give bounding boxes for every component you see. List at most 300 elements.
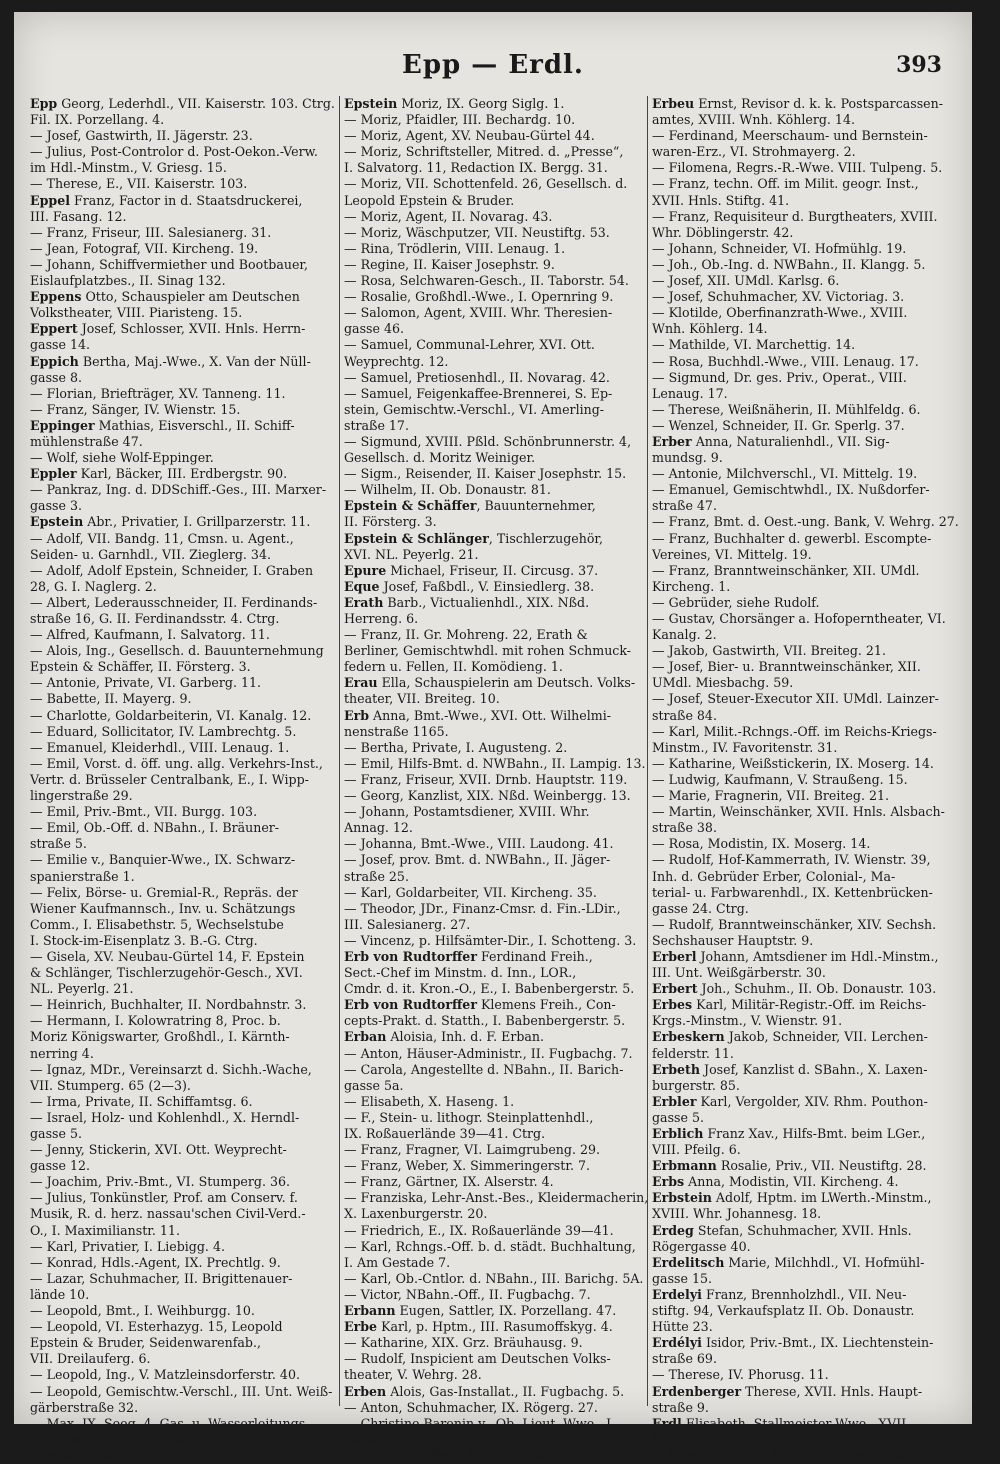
running-title: Epp — Erdl. — [402, 50, 584, 80]
directory-line — [30, 176, 340, 192]
entry-text: , Tischlerzugehör, — [488, 530, 604, 546]
entry-text: Comm., I. Elisabethstr. 5, Wechselstube — [30, 916, 284, 932]
directory-line — [30, 869, 340, 885]
column-left — [30, 96, 340, 1463]
entry-text: III. Salesianerg. 27. — [344, 916, 471, 932]
directory-line — [652, 112, 958, 128]
entry-surname: Erbe — [344, 1319, 378, 1335]
entry-text: — Josef, Steuer-Executor XII. UMdl. Lainzer- — [652, 691, 939, 707]
entry-text: Berliner, Gemischtwhdl. mit rohen Schmuck- — [344, 643, 632, 659]
directory-line — [30, 788, 340, 804]
entry-text: O., I. Maximilianstr. 11. — [30, 1222, 180, 1238]
directory-line — [344, 708, 646, 724]
entry-text: III. Fasang. 12. — [30, 208, 127, 224]
entry-text: Krgs.-Minstm., V. Wienstr. 91. — [652, 1013, 843, 1029]
directory-line — [652, 402, 958, 418]
entry-text: Epstein & Schäffer, II. Försterg. 3. — [30, 659, 251, 675]
entry-text: UMdl. Miesbachg. 59. — [652, 675, 794, 691]
directory-line — [30, 498, 340, 514]
entry-text: — Josef, XII. UMdl. Karlsg. 6. — [652, 273, 840, 289]
directory-line — [652, 1029, 958, 1045]
entry-text: — Rudolf, Hof-Kammerrath, IV. Wienstr. 39, — [652, 852, 931, 868]
directory-line — [344, 1190, 649, 1206]
entry-text: Hütte 23. — [652, 1319, 713, 1335]
directory-line — [30, 1303, 340, 1319]
directory-line — [30, 1367, 340, 1383]
directory-line — [652, 1013, 958, 1029]
directory-line — [652, 820, 958, 836]
directory-line — [344, 852, 646, 868]
directory-line — [30, 563, 340, 579]
directory-line — [652, 788, 958, 804]
entry-text: Vertr. d. Brüsseler Centralbank, E., I. Wipp- — [30, 771, 309, 787]
directory-line — [344, 466, 646, 482]
directory-line — [344, 209, 646, 225]
entry-text: — Elisabeth, X. Haseng. 1. — [344, 1093, 515, 1109]
entry-text: Jakob, Schneider, VII. Lerchen- — [724, 1029, 928, 1045]
directory-line — [344, 1303, 646, 1319]
entry-text: Moriz Königswarter, Großhdl., I. Kärnth- — [30, 1029, 290, 1045]
directory-line — [652, 659, 958, 675]
entry-text: Barb., Victualienhdl., XIX. Nßd. — [383, 594, 590, 610]
directory-line — [344, 305, 646, 321]
entry-surname: Epp — [30, 96, 58, 111]
directory-line — [344, 869, 646, 885]
directory-line — [30, 917, 340, 933]
entry-text: Franz Xav., Hilfs-Bmt. beim LGer., — [703, 1126, 926, 1141]
entry-text: — Therese, E., VII. Kaiserstr. 103. — [30, 176, 248, 192]
directory-line — [344, 531, 646, 547]
directory-line — [344, 225, 646, 241]
entry-surname: Erb — [344, 707, 370, 723]
directory-line — [652, 225, 958, 241]
directory-line — [652, 1062, 958, 1078]
entry-text: — Franz, Buchhalter d. gewerbl. Escompte- — [652, 530, 932, 546]
entry-text: gasse 46. — [344, 321, 404, 337]
entry-surname: Eppert — [30, 321, 78, 337]
directory-line — [652, 627, 958, 643]
entry-text: Anna, Bmt.-Wwe., XVI. Ott. Wilhelmi- — [369, 707, 611, 723]
directory-line — [344, 643, 646, 659]
directory-line — [344, 1287, 646, 1303]
entry-text: — Josef, Gastwirth, II. Jägerstr. 23. — [30, 128, 253, 144]
entry-text: Kanalg. 2. — [652, 627, 717, 643]
directory-line — [30, 740, 340, 756]
entry-text: II. Försterg. 3. — [344, 514, 437, 530]
entry-text: — Emanuel, Kleiderhdl., VIII. Lenaug. 1. — [30, 739, 290, 755]
directory-line — [652, 1206, 958, 1222]
entry-text: stein, Gemischtw.-Verschl., VI. Amerling- — [344, 401, 605, 417]
directory-line — [30, 209, 340, 225]
entry-surname: Erblich — [652, 1126, 704, 1141]
entry-text: — Eduard, Sollicitator, IV. Lambrechtg. 5. — [30, 723, 297, 739]
directory-line — [30, 627, 340, 643]
entry-text: Karl, p. Hptm., III. Rasumoffskyg. 4. — [377, 1319, 613, 1335]
entry-text: Musik, R. d. herz. nassau'schen Civil-Verd.- — [30, 1206, 306, 1222]
directory-line — [344, 965, 646, 981]
directory-line — [652, 1255, 958, 1271]
entry-text: I. Stock-im-Eisenplatz 3. B.-G. Ctrg. — [30, 932, 258, 948]
entry-surname: Erbeskern — [652, 1029, 725, 1045]
directory-line — [652, 1094, 958, 1110]
entry-text: — Adolf, VII. Bandg. 11, Cmsn. u. Agent., — [30, 530, 294, 546]
directory-line — [344, 144, 646, 160]
entry-text: gasse 8. — [30, 369, 82, 385]
directory-line — [652, 933, 958, 949]
entry-text: straße 47. — [652, 498, 717, 514]
directory-line — [30, 193, 340, 209]
entry-text: & Schlänger, Tischlerzugehör-Gesch., XVI. — [30, 965, 303, 981]
entry-text: spanierstraße 1. — [30, 868, 135, 884]
directory-line — [344, 128, 646, 144]
entry-text: — Katharine, XIX. Grz. Bräuhausg. 9. — [344, 1335, 583, 1351]
directory-line — [344, 386, 646, 402]
entry-text: Rosalie, Priv., VII. Neustiftg. 28. — [716, 1158, 927, 1174]
entry-text: Anna, Naturalienhdl., VII. Sig- — [691, 433, 890, 449]
entry-text: Weihburgg. 5. — [344, 1431, 434, 1447]
directory-line — [344, 370, 646, 386]
entry-text: — Josef, Bier- u. Branntweinschänker, XII. — [652, 659, 921, 675]
entry-text: — Regine, II. Kaiser Josephstr. 9. — [344, 256, 555, 272]
directory-line — [652, 1110, 958, 1126]
directory-line — [652, 160, 958, 176]
directory-line — [652, 241, 958, 257]
entry-text: straße 69. — [652, 1351, 717, 1367]
directory-line — [344, 1078, 646, 1094]
directory-line — [652, 466, 958, 482]
entry-text: — Karl, Privatier, I. Liebigg. 4. — [30, 1238, 225, 1254]
directory-line — [652, 482, 958, 498]
entry-text: — Johann, Schneider, VI. Hofmühlg. 19. — [652, 240, 907, 256]
entry-text: — Florian, Briefträger, XV. Tanneng. 11. — [30, 385, 286, 401]
column-right — [652, 96, 959, 1463]
directory-line — [30, 997, 340, 1013]
entry-text: — Moriz, Agent, II. Novarag. 43. — [344, 208, 553, 224]
directory-line — [652, 756, 958, 772]
directory-line — [652, 1271, 958, 1287]
directory-line — [30, 1013, 340, 1029]
directory-line — [344, 241, 646, 257]
entry-text: Kircheng. 1. — [652, 578, 731, 594]
entry-text: — Emil, Vorst. d. öff. ung. allg. Verkehrs-Inst., — [30, 755, 323, 771]
entry-text: — Charlotte, Goldarbeiterin, VI. Kanalg. 12. — [30, 707, 312, 723]
entry-text: — Gustav, Chorsänger a. Hofoperntheater, VI. — [652, 611, 946, 626]
directory-line — [344, 804, 646, 820]
entry-text: — Konrad, Hdls.-Agent, IX. Prechtlg. 9. — [30, 1254, 281, 1270]
directory-line — [652, 804, 958, 820]
directory-line — [30, 675, 340, 691]
directory-line — [344, 691, 646, 707]
directory-line — [30, 643, 340, 659]
directory-line — [344, 627, 646, 643]
entry-text: waren-Erz., VI. Strohmayerg. 2. — [652, 144, 856, 160]
entry-text: Josef, Faßbdl., V. Einsiedlerg. 38. — [379, 578, 595, 594]
entry-text: — Emil, Priv.-Bmt., VII. Burgg. 103. — [30, 804, 258, 820]
directory-line — [652, 1335, 958, 1351]
directory-line — [30, 1351, 340, 1367]
entry-surname: Erdl — [652, 1415, 682, 1431]
directory-line — [30, 1046, 340, 1062]
entry-text: — Josef, prov. Bmt. d. NWBahn., II. Jäger- — [344, 852, 611, 868]
entry-text: Karl, Vergolder, XIV. Rhm. Pouthon- — [696, 1093, 928, 1109]
directory-line — [30, 756, 340, 772]
entry-text: stiftg. 94, Verkaufsplatz II. Ob. Donaustr. — [652, 1303, 915, 1319]
directory-line — [652, 1078, 958, 1094]
directory-line — [344, 1110, 646, 1126]
entry-text: — Emilie v., Banquier-Wwe., IX. Schwarz- — [30, 852, 296, 868]
directory-line — [344, 724, 646, 740]
entry-text: Bertha, Maj.-Wwe., X. Van der Nüll- — [78, 353, 311, 369]
entry-text: theater, V. Wehrg. 28. — [344, 1367, 482, 1383]
entry-text: Epstein & Bruder, Seidenwarenfab., — [30, 1335, 261, 1351]
directory-line — [652, 193, 958, 209]
directory-line — [30, 273, 340, 289]
entry-text: lände 10. — [30, 1286, 90, 1302]
directory-line — [30, 402, 340, 418]
entry-text: — Johanna, Bmt.-Wwe., VIII. Laudong. 41. — [344, 836, 614, 852]
directory-line — [652, 981, 958, 997]
entry-text: III. Unt. Weißgärberstr. 30. — [652, 965, 826, 981]
directory-line — [652, 901, 958, 917]
entry-text: gärberstraße 32. — [30, 1399, 139, 1415]
directory-line — [652, 1400, 958, 1416]
directory-line — [344, 659, 646, 675]
directory-line — [344, 1400, 646, 1416]
directory-line — [652, 772, 958, 788]
entry-text: Installateur, IX. Türkenstr. 4. — [30, 1431, 215, 1447]
entry-surname: Eque — [344, 578, 380, 594]
entry-text: Franz, Brennholzhdl., VII. Neu- — [701, 1286, 907, 1302]
directory-line — [652, 885, 958, 901]
entry-text: — Gisela, XV. Neubau-Gürtel 14, F. Epstein — [30, 948, 305, 964]
directory-line — [652, 1319, 958, 1335]
directory-line — [344, 434, 646, 450]
entry-text: — Franz, II. Gr. Mohreng. 22, Erath & — [344, 627, 588, 643]
directory-line — [30, 965, 340, 981]
directory-line — [652, 852, 958, 868]
directory-line — [30, 611, 340, 627]
entry-text: — Julius, Tonkünstler, Prof. am Conserv. f. — [30, 1190, 298, 1206]
entry-text: — Max, IX. Seeg. 4, Gas- u. Wasserleitungs- — [30, 1415, 310, 1431]
entry-text: Stefan, Schuhmacher, XVII. Hnls. — [693, 1222, 912, 1238]
entry-text: gasse 5. — [30, 1126, 82, 1141]
entry-text: gasse 5. — [652, 1109, 704, 1125]
entry-text: cepts-Prakt. d. Statth., I. Babenbergerstr. 5. — [344, 1013, 626, 1029]
directory-line — [652, 337, 958, 353]
entry-text: — Josef, Schuhmacher, XV. Victoriag. 3. — [652, 289, 905, 305]
entry-surname: Eppler — [30, 466, 77, 482]
directory-line — [344, 772, 646, 788]
directory-line — [652, 1046, 958, 1062]
entry-text: Karl, Militär-Registr.-Off. im Reichs- — [692, 997, 927, 1013]
directory-line — [652, 869, 958, 885]
directory-line — [652, 949, 958, 965]
entry-text: — Moriz, Agent, XV. Neubau-Gürtel 44. — [344, 128, 595, 144]
entry-text: — Joh., Ob.-Ing. d. NWBahn., II. Klangg. 5. — [652, 256, 926, 272]
entry-text: — Gebrüder, siehe Rudolf. — [652, 594, 820, 610]
directory-line — [652, 1223, 958, 1239]
directory-line — [652, 209, 958, 225]
entry-text: Fil. IX. Porzellang. 4. — [30, 112, 165, 128]
entry-surname: Epstein & Schlänger — [344, 530, 489, 546]
directory-line — [344, 949, 646, 965]
entry-text: NL. Peyerlg. 21. — [30, 981, 134, 997]
directory-line — [30, 1287, 340, 1303]
entry-text: — Leopold, Gemischtw.-Verschl., III. Unt. Weiß- — [30, 1383, 333, 1399]
entry-text: Whr. Döblingerstr. 42. — [652, 224, 794, 240]
directory-line — [30, 321, 340, 337]
directory-line — [30, 659, 340, 675]
entry-surname: Erben — [344, 1383, 387, 1399]
entry-text: — Martin, Weinschänker, XVII. Hnls. Alsbach- — [652, 804, 945, 820]
entry-text: Michael, Friseur, II. Circusg. 37. — [386, 562, 599, 578]
directory-line — [30, 1319, 340, 1335]
entry-text: — Samuel, Communal-Lehrer, XVI. Ott. — [344, 337, 595, 353]
directory-line — [344, 514, 646, 530]
directory-line — [652, 1303, 958, 1319]
directory-line — [30, 1384, 340, 1400]
entry-text: Eugen, Sattler, IX. Porzellang. 47. — [395, 1303, 617, 1319]
directory-line — [652, 965, 958, 981]
directory-line — [652, 370, 958, 386]
entry-surname: Erbmann — [652, 1158, 717, 1174]
entry-text: — Hermann, I. Kolowratring 8, Proc. b. — [30, 1013, 281, 1029]
entry-text: gasse 14. — [30, 337, 90, 353]
entry-text: — Emanuel, Gemischtwhdl., IX. Nußdorfer- — [652, 482, 930, 498]
directory-line — [344, 1046, 646, 1062]
directory-page — [14, 12, 972, 1463]
directory-line — [344, 901, 646, 917]
entry-text: Karl, Bäcker, III. Erdbergstr. 90. — [76, 466, 288, 482]
entry-text: — Sigmund, XVIII. Pßld. Schönbrunnerstr. 4, — [344, 433, 632, 449]
directory-line — [652, 386, 958, 402]
directory-line — [30, 160, 340, 176]
directory-line — [30, 1416, 340, 1432]
directory-line — [30, 144, 340, 160]
entry-text: — Klotilde, Oberfinanzrath-Wwe., XVIII. — [652, 305, 908, 321]
entry-text: — Alfred, Kaufmann, I. Salvatorg. 11. — [30, 627, 270, 643]
directory-line — [30, 547, 340, 563]
entry-text: — Leopold, Bmt., I. Weihburgg. 10. — [30, 1303, 255, 1319]
entry-text: — Franz, Requisiteur d. Burgtheaters, XVIII. — [652, 208, 938, 224]
entry-text: Joh., Schuhm., II. Ob. Donaustr. 103. — [697, 981, 937, 997]
entry-text: Abr., Privatier, I. Grillparzerstr. 11. — [83, 514, 311, 530]
entry-text: Adolf, Hptm. im LWerth.-Minstm., — [711, 1190, 932, 1206]
entry-text: — Franz, Fragner, VI. Laimgrubeng. 29. — [344, 1142, 600, 1158]
entry-text: gasse 5a. — [344, 1077, 404, 1093]
entry-surname: Eppens — [30, 289, 82, 305]
directory-line — [30, 112, 340, 128]
entry-text: Leopold Epstein & Bruder. — [344, 192, 515, 208]
directory-line — [344, 176, 646, 192]
entry-surname: Erbes — [652, 997, 693, 1013]
entry-text: — Therese, Weißnäherin, II. Mühlfeldg. 6. — [652, 401, 921, 417]
entry-text: — Karl, Goldarbeiter, VII. Kircheng. 35. — [344, 884, 597, 900]
entry-text: — Antonie, Milchverschl., VI. Mittelg. 19. — [652, 466, 918, 482]
entry-text: — F., Stein- u. lithogr. Steinplattenhdl., — [344, 1109, 594, 1125]
entry-text: — Filipp, Gärtner, E., XI. Sim. Am Kanal 118. — [652, 1447, 940, 1463]
directory-line — [652, 917, 958, 933]
directory-line — [344, 418, 646, 434]
directory-line — [30, 1094, 340, 1110]
directory-line — [652, 547, 958, 563]
entry-text: VII. Stumperg. 65 (2—3). — [30, 1077, 191, 1093]
entry-text: — Theodor, JDr., Finanz-Cmsr. d. Fin.-LDir., — [344, 900, 621, 916]
entry-text: nerring 4. — [30, 1045, 94, 1061]
entry-text: — Franz, Friseur, III. Salesianerg. 31. — [30, 224, 272, 240]
entry-text: — Salomon, Agent, XVIII. Whr. Theresien- — [344, 305, 613, 321]
entry-text: — Rosa, Selchwaren-Gesch., II. Taborstr. 54. — [344, 273, 629, 289]
entry-text: — Johann, Schiffvermiether und Bootbauer, — [30, 256, 309, 272]
directory-line — [30, 772, 340, 788]
directory-line — [30, 531, 340, 547]
directory-line — [30, 1271, 340, 1287]
entry-text: — Israel, Holz- und Kohlenhdl., X. Herndl- — [30, 1109, 300, 1125]
directory-line — [344, 1367, 646, 1383]
directory-line — [30, 450, 340, 466]
directory-line — [652, 1190, 958, 1206]
directory-line — [652, 514, 958, 530]
entry-text: mühlenstraße 47. — [30, 433, 143, 449]
directory-line — [344, 1158, 646, 1174]
entry-text: Mathias, Eisverschl., II. Schiff- — [94, 417, 295, 433]
entry-text: Johann, Amtsdiener im Hdl.-Minstm., — [696, 948, 939, 964]
entry-text: — Franz, techn. Off. im Milit. geogr. Inst., — [652, 176, 919, 192]
entry-text: felderstr. 11. — [652, 1045, 734, 1061]
directory-line — [652, 1351, 958, 1367]
entry-text: — Irma, Private, II. Schiffamtsg. 6. — [30, 1093, 253, 1109]
entry-text: — Ignaz, MDr., Vereinsarzt d. Sichh.-Wache, — [30, 1061, 312, 1077]
entry-text: Inh. d. Gebrüder Erber, Colonial-, Ma- — [652, 868, 896, 884]
entry-text: — Johann, Postamtsdiener, XVIII. Whr. — [344, 804, 590, 820]
entry-text: — Karl, Rchngs.-Off. b. d. städt. Buchhaltung, — [344, 1238, 636, 1254]
entry-surname: Erdeg — [652, 1222, 694, 1238]
entry-text: — Rina, Trödlerin, VIII. Lenaug. 1. — [344, 240, 566, 256]
directory-line — [30, 1142, 340, 1158]
directory-line — [344, 1126, 646, 1142]
entry-text: — Leopold, VI. Esterhazyg. 15, Leopold — [30, 1319, 283, 1335]
entry-text: gasse 24. Ctrg. — [652, 900, 749, 916]
directory-line — [652, 708, 958, 724]
entry-surname: Erbeth — [652, 1061, 701, 1077]
entry-text: — Friedrich, E., IX. Roßauerlände 39—41. — [344, 1222, 614, 1238]
entry-text: Ferdinand Freih., — [476, 948, 593, 964]
entry-text: — Emil, Ob.-Off. d. NBahn., I. Bräuner- — [30, 820, 280, 836]
entry-surname: Erdélyi — [652, 1335, 702, 1351]
directory-line — [30, 885, 340, 901]
directory-line — [344, 1223, 646, 1239]
entry-text: Josef, Schlosser, XVII. Hnls. Herrn- — [77, 321, 306, 337]
entry-text: Marie, Milchhdl., VI. Hofmühl- — [724, 1254, 925, 1270]
entry-text: mundsg. 9. — [652, 450, 723, 466]
entry-text: — Jenny, Stickerin, XVI. Ott. Weyprecht- — [30, 1142, 287, 1158]
entry-text: gasse 3. — [30, 498, 82, 514]
entry-text: — Karl, Milit.-Rchngs.-Off. im Reichs-Kriegs- — [652, 723, 937, 739]
directory-line — [344, 547, 646, 563]
entry-text: — Emil, Priv.-Bmt., VII. Myrtheng. 16. — [344, 1447, 587, 1463]
directory-line — [344, 675, 646, 691]
entry-text: Therese, XVII. Hnls. Haupt- — [741, 1383, 923, 1399]
entry-surname: Erbann — [344, 1303, 396, 1319]
directory-line — [344, 917, 646, 933]
entry-text: Wiener Kaufmannsch., Inv. u. Schätzungs — [30, 900, 296, 916]
directory-line — [30, 852, 340, 868]
entry-text: — Bertha, Private, I. Augusteng. 2. — [344, 739, 568, 755]
directory-line — [344, 756, 646, 772]
entry-text: — Rosa, Buchhdl.-Wwe., VIII. Lenaug. 17. — [652, 353, 919, 369]
entry-text: XVII. Hnls. Stiftg. 41. — [652, 192, 790, 208]
entry-text: — Julius, Post-Controlor d. Post-Oekon.-Verw. — [30, 144, 318, 160]
